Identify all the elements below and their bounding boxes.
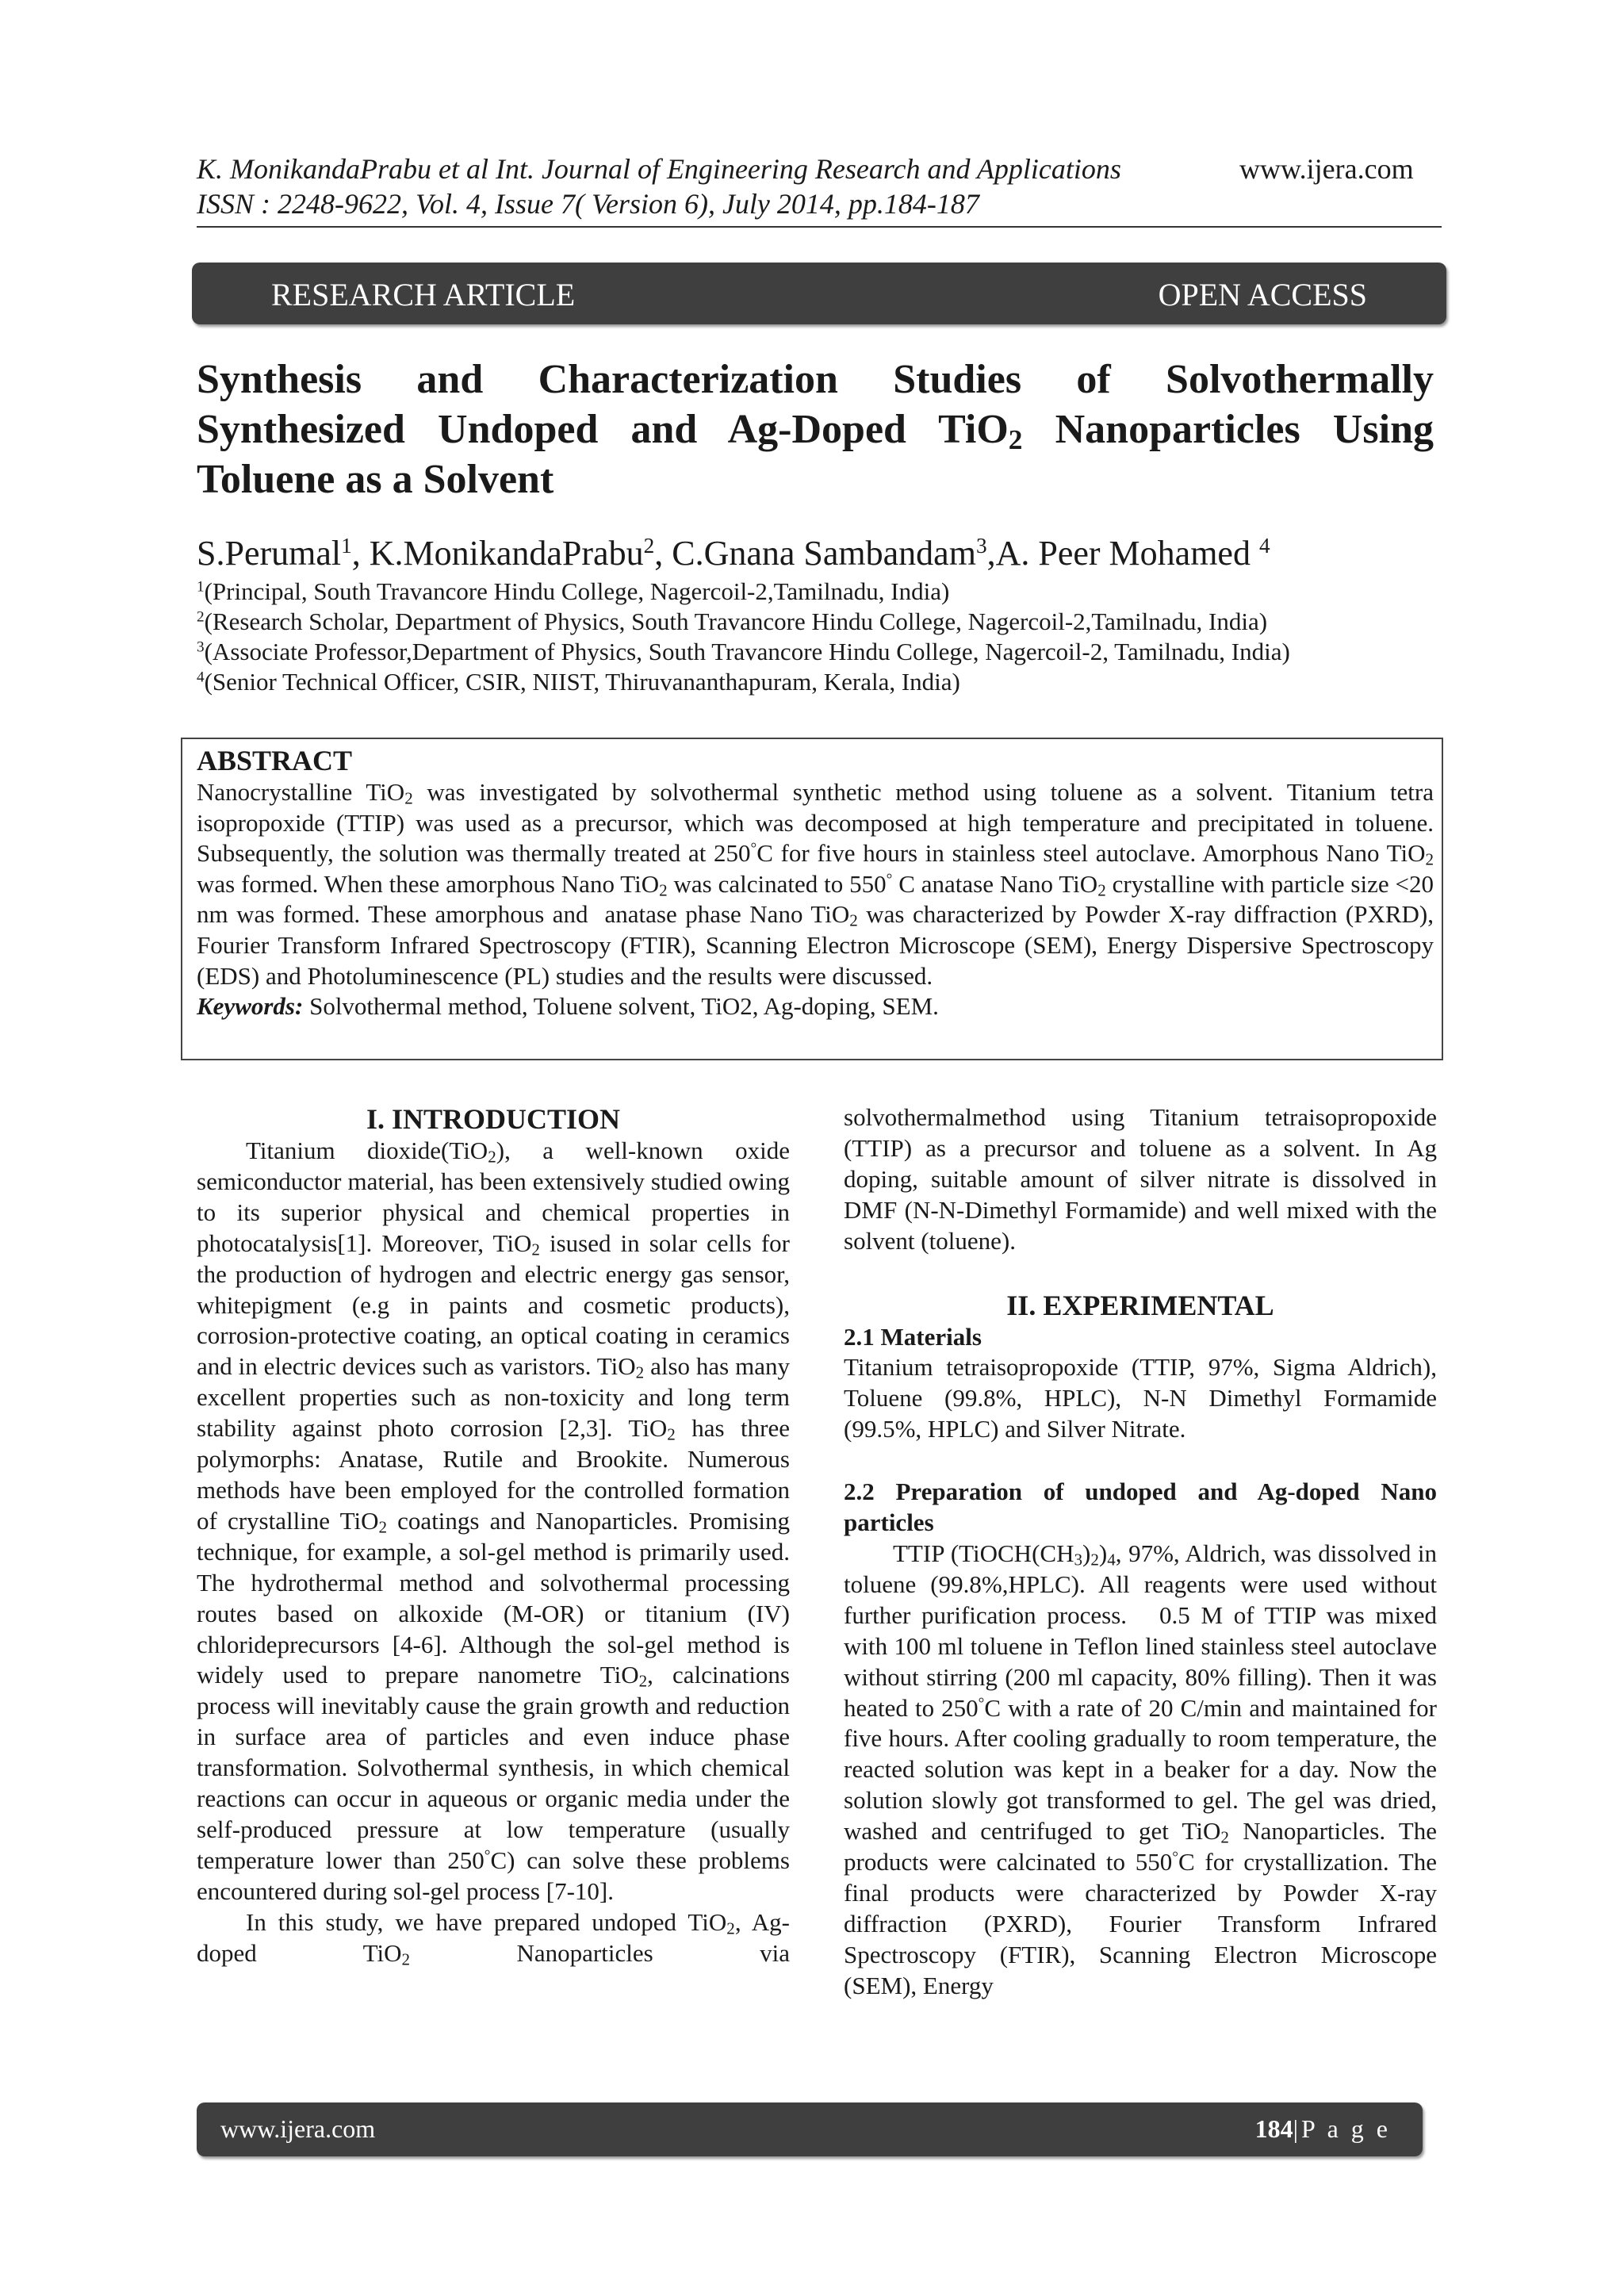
keywords-label: Keywords: [197, 992, 304, 1021]
title-line-3: Toluene as a Solvent [197, 457, 554, 502]
materials-heading: 2.1 Materials [844, 1322, 982, 1351]
materials-text: Titanium tetraisopropoxide (TTIP, 97%, Sigma Aldrich), Toluene (99.8%, HPLC), N-N Dimethyl Formamide (99.5%, HPLC) and Silver Nitrate. [844, 1353, 1437, 1443]
preparation-heading: 2.2 Preparation of undoped and Ag-doped Nano particles [844, 1478, 1437, 1537]
right-column [844, 1102, 1437, 2002]
preparation-text: TTIP $(TiOCH(CH_3)_2)_4$, 97%, Aldrich, was dissolved in toluene (99.8%,HPLC). All reagents were used without further purification process. 0.5 M of TTIP was mixed with 100 ml toluene in Teflon lined stainless steel autoclave without stirring (200 ml capacity, 80% filling). Then it was heated to 250°C with a rate of 20 C/min and maintained for five hours. After cooling gradually to room temperature, the reacted solution was kept in a beaker for a day. Now the solution slowly got transformed to gel. The gel was dried, washed and centrifuged to get TiO$_2$ Nanoparticles. The products were calcinated to 550°C for crystallization. The final products were characterized by Powder X-ray diffraction (PXRD), Fourier Transform Infrared Spectroscopy (FTIR), Scanning Electron Microscope (SEM), Energy [844, 1539, 1438, 1999]
experimental-heading: II. EXPERIMENTAL [1006, 1289, 1274, 1321]
header-rule [197, 226, 1442, 228]
title-line-1: Synthesis and Characterization Studies of Solvothermally [197, 357, 1434, 402]
left-column [197, 1102, 790, 1968]
title-line-2: Synthesized Undoped and Ag-Doped TiO$_2$ Nanoparticles Using [197, 407, 1434, 455]
footer-website[interactable]: www.ijera.com [220, 2114, 376, 2143]
intro-paragraph-1: Titanium dioxide(TiO$_2$), a well-known oxide semiconductor material, has been extensively studied owing to its superior physical and chemical properties in photocatalysis[1]. Moreover, TiO$_2$ isused in solar cells for the production of hydrogen and electric energy gas sensor, whitepigment (e.g in paints and cosmetic products), corrosion-protective coating, an optical coating in ceramics and in electric devices such as varistors. TiO$_2$ also has many excellent properties such as non-toxicity and long term stability against photo corrosion [2,3]. TiO$_2$ has three polymorphs: Anatase, Rutile and Brookite. Numerous methods have been employed for the controlled formation of crystalline TiO$_2$ coatings and Nanoparticles. Promising technique, for example, a sol-gel method is primarily used. The hydrothermal method and solvothermal processing routes based on alkoxide (M-OR) or titanium (IV) chlorideprecursors [4-6]. Although the sol-gel method is widely used to prepare nanometre TiO$_2$, calcinations process will inevitably cause the grain growth and reduction in surface area of particles and even induce phase transformation. Solvothermal synthesis, in which chemical reactions can occur in aqueous or organic media under the self-produced pressure at low temperature (usually temperature lower than 250°C) can solve these problems encountered during sol-gel process [7-10]. [197, 1137, 791, 1905]
intro-paragraph-2-continued: solvothermalmethod using Titanium tetraisopropoxide (TTIP) as a precursor and toluene as a solvent. In Ag doping, suitable amount of silver nitrate is dissolved in DMF (N-N-Dimethyl Formamide) and well mixed with the solvent (toluene). [844, 1103, 1437, 1255]
author-list: S.Perumal$^1$, K.MonikandaPrabu$^2$, C.Gnana Sambandam$^3$,A. Peer Mohamed $^4$ [197, 534, 1270, 573]
affiliation-3: $^3$(Associate Professor,Department of Physics, South Travancore Hindu College, Nagercoil-2, Tamilnadu, India) [197, 638, 1290, 665]
journal-website[interactable]: www.ijera.com [1239, 153, 1414, 185]
journal-line: K. MonikandaPrabu et al Int. Journal of Engineering Research and Applications [197, 153, 1121, 185]
abstract-body: Nanocrystalline TiO$_2$ was investigated by solvothermal synthetic method using toluene as a solvent. Titanium tetra isopropoxide (TTIP) was used as a precursor, which was decomposed at high temperature and precipitated in toluene. Subsequently, the solution was thermally treated at 250°C for five hours in stainless steel autoclave. Amorphous Nano TiO$_2$ was formed. When these amorphous Nano TiO$_2$ was calcinated to 550° C anatase Nano TiO$_2$ crystalline with particle size <20 nm was formed. These amorphous and anatase phase Nano TiO$_2$ was characterized by Powder X-ray diffraction (PXRD), Fourier Transform Infrared Spectroscopy (FTIR), Scanning Electron Microscope (SEM), Energy Dispersive Spectroscopy (EDS) and Photoluminescence (PL) studies and the results were discussed. [197, 778, 1434, 990]
intro-heading: I. INTRODUCTION [366, 1103, 621, 1135]
keywords-text: Solvothermal method, Toluene solvent, TiO2, Ag-doping, SEM. [303, 992, 939, 1021]
issn-line: ISSN : 2248-9622, Vol. 4, Issue 7( Version 6), July 2014, pp.184-187 [197, 188, 979, 220]
article-type-banner [192, 263, 1446, 324]
affiliation-1: $^1$(Principal, South Travancore Hindu College, Nagercoil-2,Tamilnadu, India) [197, 577, 950, 605]
page-footer [197, 2102, 1423, 2156]
research-article-label: RESEARCH ARTICLE [271, 277, 576, 312]
open-access-label: OPEN ACCESS [1158, 277, 1367, 312]
affiliation-4: $^4$(Senior Technical Officer, CSIR, NIIST, Thiruvananthapuram, Kerala, India) [197, 668, 960, 696]
page-number: 184|P a g e [1254, 2114, 1391, 2143]
paper-title [197, 355, 1434, 504]
intro-paragraph-2: In this study, we have prepared undoped TiO$_2$, Ag-doped TiO$_2$ Nanoparticles via [197, 1907, 791, 1969]
abstract [197, 744, 1434, 1022]
abstract-heading: ABSTRACT [197, 745, 353, 776]
affiliation-2: $^2$(Research Scholar, Department of Physics, South Travancore Hindu College, Nagercoil-2,Tamilnadu, India) [197, 608, 1268, 635]
